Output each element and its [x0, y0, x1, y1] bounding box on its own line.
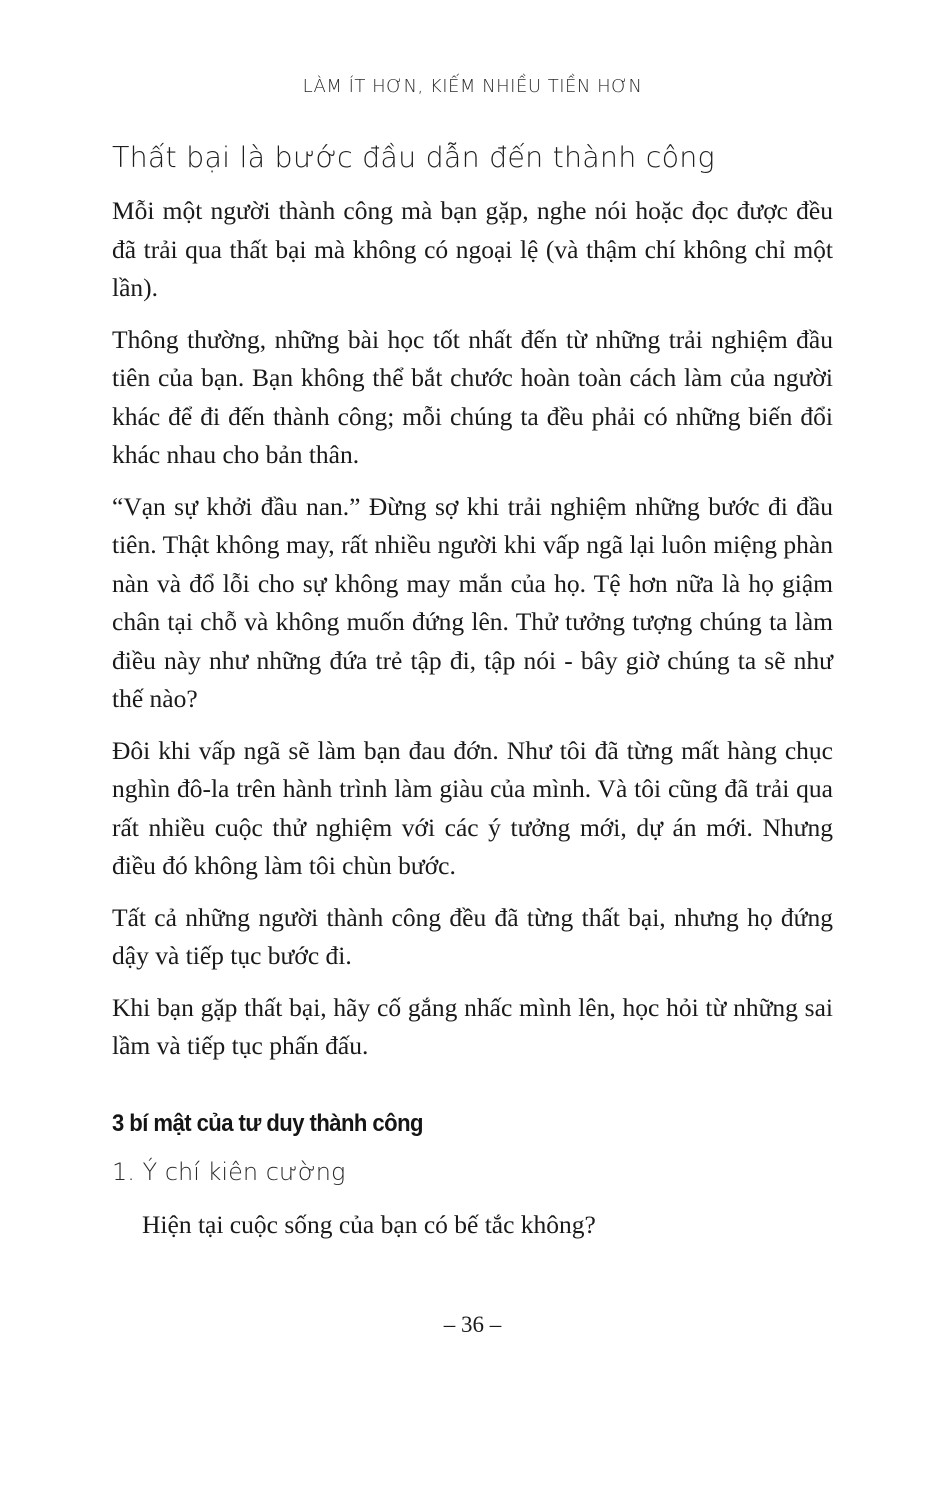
- paragraph: Mỗi một người thành công mà bạn gặp, nghe nói hoặc đọc được đều đã trải qua thất bại mà không có ngoại lệ (và thậm chí không chỉ một lần).: [112, 196, 833, 302]
- page-number: – 36 –: [443, 1312, 502, 1337]
- running-header: LÀM ÍT HƠN, KIẾM NHIỀU TIỀN HƠN: [302, 76, 643, 97]
- paragraph: “Vạn sự khởi đầu nan.” Đừng sợ khi trải nghiệm những bước đi đầu tiên. Thật không may, rất nhiều người khi vấp ngã lại luôn miệng phàn nàn và đổ lỗi cho sự không may mắn của họ. Tệ hơn nữa là họ giậm chân tại chỗ và không muốn đứng lên. Thử tưởng tượng chúng ta làm điều này như những đứa trẻ tập đi, tập nói - bây giờ chúng ta sẽ như thế nào?: [112, 491, 833, 713]
- indented-paragraph: Hiện tại cuộc sống của bạn có bế tắc không?: [142, 1209, 596, 1239]
- numbered-item: 1. Ý chí kiên cường: [112, 1157, 346, 1186]
- paragraph: Thông thường, những bài học tốt nhất đến từ những trải nghiệm đầu tiên của bạn. Bạn không thể bắt chước hoàn toàn cách làm của người khác để đi đến thành công; mỗi chúng ta đều phải có những biến đổi khác nhau cho bản thân.: [112, 324, 833, 469]
- section-title: Thất bại là bước đầu dẫn đến thành công: [112, 141, 715, 174]
- paragraph: Tất cả những người thành công đều đã từng thất bại, nhưng họ đứng dậy và tiếp tục bước đi.: [112, 902, 833, 970]
- subsection-heading: 3 bí mật của tư duy thành công: [112, 1109, 423, 1137]
- paragraph: Khi bạn gặp thất bại, hãy cố gắng nhấc mình lên, học hỏi từ những sai lầm và tiếp tục phấn đấu.: [112, 992, 833, 1060]
- page-content: [112, 138, 833, 1244]
- paragraph: Đôi khi vấp ngã sẽ làm bạn đau đớn. Như tôi đã từng mất hàng chục nghìn đô-la trên hành trình làm giàu của mình. Và tôi cũng đã trải qua rất nhiều cuộc thử nghiệm với các ý tưởng mới, dự án mới. Nhưng điều đó không làm tôi chùn bước.: [112, 735, 833, 880]
